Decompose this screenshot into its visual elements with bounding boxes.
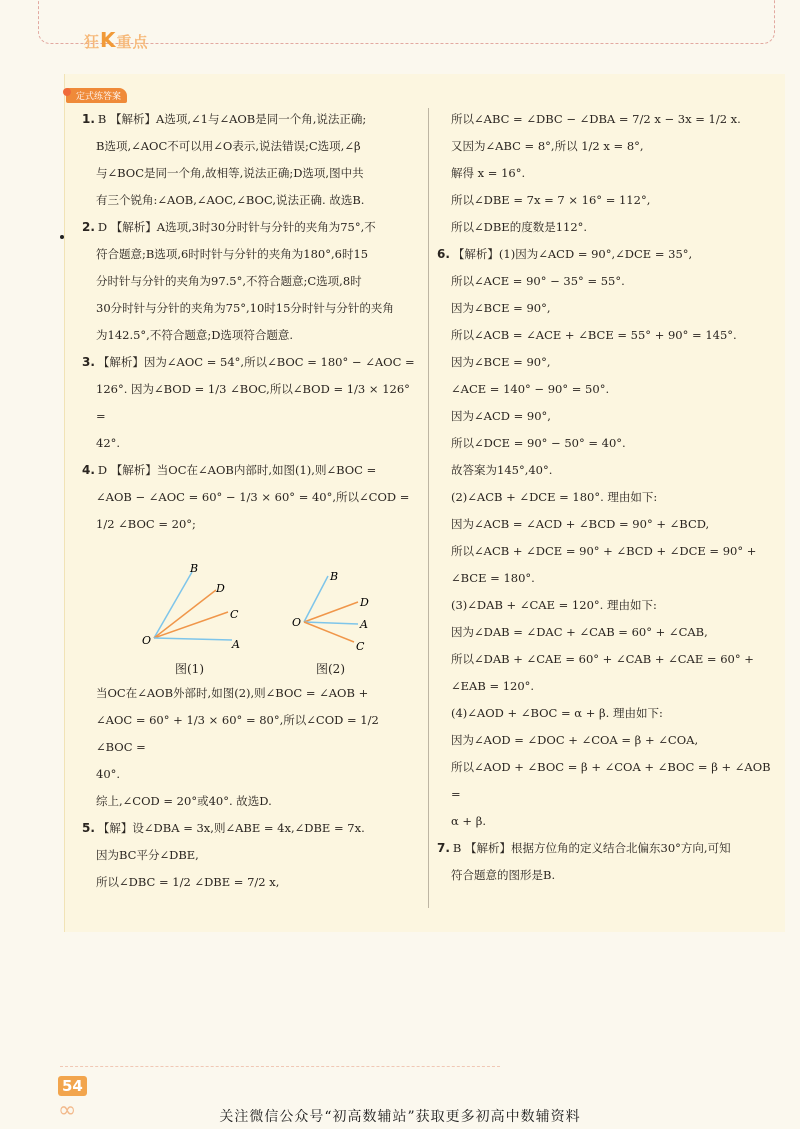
answer-text: 又因为∠ABC = 8°,所以 1/2 x = 8°, xyxy=(451,139,644,153)
answer-text: 【解析】因为∠AOC = 54°,所以∠BOC = 180° − ∠AOC = xyxy=(97,355,415,369)
answer-text: 因为∠ACB = ∠ACD + ∠BCD = 90° + ∠BCD, xyxy=(451,517,710,531)
answer-line xyxy=(82,349,418,376)
answer-line xyxy=(82,106,418,133)
label-b: B xyxy=(190,562,199,575)
answer-line xyxy=(437,349,775,376)
answer-text: 所以∠DBE的度数是112°. xyxy=(451,220,588,234)
figure-2-caption: 图(2) xyxy=(316,662,345,676)
left-column xyxy=(82,106,418,538)
answer-line xyxy=(437,862,775,889)
answer-text: 42°. xyxy=(96,436,121,450)
answer-text: B选项,∠AOC不可以用∠O表示,说法错误;C选项,∠β xyxy=(96,139,361,153)
answer-line xyxy=(437,727,775,754)
answer-line xyxy=(82,322,418,349)
answer-text: 因为∠DAB = ∠DAC + ∠CAB = 60° + ∠CAB, xyxy=(451,625,708,639)
answer-line xyxy=(437,511,775,538)
brand-text-k: K xyxy=(100,28,117,52)
answer-text: 当OC在∠AOB外部时,如图(2),则∠BOC = ∠AOB + xyxy=(96,686,369,700)
answer-line xyxy=(437,268,775,295)
answer-text: ∠EAB = 120°. xyxy=(451,679,535,693)
answer-line xyxy=(437,835,775,862)
answer-text: 与∠BOC是同一个角,故相等,说法正确;D选项,图中共 xyxy=(96,166,364,180)
answer-text: 所以∠ACB + ∠DCE = 90° + ∠BCD + ∠DCE = 90° + xyxy=(451,544,757,558)
answer-line xyxy=(82,869,418,896)
answer-line xyxy=(437,106,775,133)
ray-oc xyxy=(154,612,228,638)
answer-line xyxy=(437,403,775,430)
answer-text: ∠AOC = 60° + 1/3 × 60° = 80°,所以∠COD = 1/2 ∠BOC = xyxy=(96,713,379,754)
answer-line xyxy=(437,538,775,565)
answer-text: 分时针与分针的夹角为97.5°,不符合题意;C选项,8时 xyxy=(96,274,362,288)
answer-line xyxy=(437,241,775,268)
answer-line xyxy=(82,842,418,869)
answer-text: 【解析】(1)因为∠ACD = 90°,∠DCE = 35°, xyxy=(452,247,693,261)
column-divider xyxy=(428,108,429,908)
page-number: 54 xyxy=(58,1076,87,1096)
answer-text: 所以∠DAB + ∠CAE = 60° + ∠CAB + ∠CAE = 60° + xyxy=(451,652,754,666)
answer-line xyxy=(437,214,775,241)
answer-text: 为142.5°,不符合题意;D选项符合题意. xyxy=(96,328,294,342)
label-d: D xyxy=(216,582,225,595)
section-tag: 定式练答案 xyxy=(66,88,127,103)
answer-text: 40°. xyxy=(96,767,121,781)
label-d: D xyxy=(360,596,369,609)
answer-line xyxy=(437,808,775,835)
answer-text: 因为BC平分∠DBE, xyxy=(96,848,199,862)
answer-line xyxy=(82,187,418,214)
brand-text-b: 重点 xyxy=(116,33,149,51)
answer-line xyxy=(82,707,418,761)
answer-text: 所以∠ABC = ∠DBC − ∠DBA = 7/2 x − 3x = 1/2 x. xyxy=(451,112,741,126)
answer-line xyxy=(437,565,775,592)
answer-text: 所以∠DBE = 7x = 7 × 16° = 112°, xyxy=(451,193,651,207)
footer-note: 关注微信公众号“初高数辅站”获取更多初高中数辅资料 xyxy=(219,1109,581,1125)
label-b: B xyxy=(330,570,339,583)
answer-text: ∠AOB − ∠AOC = 60° − 1/3 × 60° = 40°,所以∠COD = xyxy=(96,490,410,504)
answer-line xyxy=(437,376,775,403)
answer-text: 126°. 因为∠BOD = 1/3 ∠BOC,所以∠BOD = 1/3 × 126° = xyxy=(96,382,410,423)
label-o: O xyxy=(292,616,302,629)
ray-ob xyxy=(154,572,192,638)
answer-text: B 【解析】根据方位角的定义结合北偏东30°方向,可知 xyxy=(452,841,731,855)
answer-line xyxy=(82,214,418,241)
answer-text: 解得 x = 16°. xyxy=(451,166,526,180)
ray-oa xyxy=(304,622,358,624)
answer-text: 所以∠ACE = 90° − 35° = 55°. xyxy=(451,274,625,288)
answer-text: 所以∠AOD + ∠BOC = β + ∠COA + ∠BOC = β + ∠AOB = xyxy=(451,760,771,801)
answer-text: (4)∠AOD + ∠BOC = α + β. 理由如下: xyxy=(451,706,663,720)
answer-line xyxy=(437,484,775,511)
answer-text: 所以∠DCE = 90° − 50° = 40°. xyxy=(451,436,626,450)
answer-text: (3)∠DAB + ∠CAE = 120°. 理由如下: xyxy=(451,598,657,612)
answer-line xyxy=(437,322,775,349)
infinity-icon: ∞ xyxy=(58,1098,77,1123)
answer-text: 因为∠AOD = ∠DOC + ∠COA = β + ∠COA, xyxy=(451,733,699,747)
answer-line xyxy=(82,761,418,788)
answer-text: ∠BCE = 180°. xyxy=(451,571,535,585)
answer-text: 综上,∠COD = 20°或40°. 故选D. xyxy=(96,794,272,808)
answer-text: 有三个锐角:∠AOB,∠AOC,∠BOC,说法正确. 故选B. xyxy=(96,193,365,207)
answer-line xyxy=(437,673,775,700)
answer-text: 所以∠DBC = 1/2 ∠DBE = 7/2 x, xyxy=(96,875,280,889)
question-number: 1. xyxy=(82,112,95,126)
answer-text: (2)∠ACB + ∠DCE = 180°. 理由如下: xyxy=(451,490,658,504)
answer-line xyxy=(82,430,418,457)
answer-text: 因为∠BCE = 90°, xyxy=(451,355,551,369)
right-column xyxy=(437,106,775,889)
footer-dashed-rule xyxy=(60,1066,500,1067)
label-o: O xyxy=(142,634,152,647)
answer-line xyxy=(82,511,418,538)
answer-line xyxy=(82,680,418,707)
answer-line xyxy=(82,295,418,322)
answer-line xyxy=(437,457,775,484)
answer-line xyxy=(437,133,775,160)
question-number: 7. xyxy=(437,841,450,855)
figure-1 xyxy=(140,562,260,662)
question-number: 6. xyxy=(437,247,450,261)
answer-text: ∠ACE = 140° − 90° = 50°. xyxy=(451,382,610,396)
answer-line xyxy=(437,754,775,808)
answer-line xyxy=(82,160,418,187)
answer-text: 30分时针与分针的夹角为75°,10时15分时针与分针的夹角 xyxy=(96,301,394,315)
answer-line xyxy=(437,700,775,727)
question-number: 3. xyxy=(82,355,95,369)
answer-text: 符合题意的图形是B. xyxy=(451,868,556,882)
answer-line xyxy=(437,619,775,646)
answer-line xyxy=(82,241,418,268)
answer-text: 故答案为145°,40°. xyxy=(451,463,553,477)
answer-text: 符合题意;B选项,6时时针与分针的夹角为180°,6时15 xyxy=(96,247,369,261)
answer-line xyxy=(437,295,775,322)
question-number: 2. xyxy=(82,220,95,234)
question-number: 4. xyxy=(82,463,95,477)
figure-2 xyxy=(288,566,388,662)
label-a: A xyxy=(232,638,240,651)
answer-line xyxy=(437,430,775,457)
answer-line xyxy=(82,457,418,484)
left-column-continued xyxy=(82,680,418,896)
answer-text: 1/2 ∠BOC = 20°; xyxy=(96,517,196,531)
answer-text: D 【解析】A选项,3时30分时针与分针的夹角为75°,不 xyxy=(97,220,376,234)
answer-line xyxy=(82,484,418,511)
ray-oc xyxy=(304,622,354,642)
label-c: C xyxy=(230,608,239,621)
answer-text: 所以∠ACB = ∠ACE + ∠BCE = 55° + 90° = 145°. xyxy=(451,328,737,342)
brand-text-a: 狂 xyxy=(84,33,101,51)
header-frame xyxy=(38,0,775,44)
answer-text: 因为∠ACD = 90°, xyxy=(451,409,551,423)
brand-logo xyxy=(84,28,149,52)
answer-line xyxy=(82,376,418,430)
ray-od xyxy=(154,590,216,638)
answer-line xyxy=(437,160,775,187)
answer-line xyxy=(82,788,418,815)
question-number: 5. xyxy=(82,821,95,835)
answer-text: D 【解析】当OC在∠AOB内部时,如图(1),则∠BOC = xyxy=(97,463,377,477)
answer-line xyxy=(82,815,418,842)
answer-text: B 【解析】A选项,∠1与∠AOB是同一个角,说法正确; xyxy=(97,112,367,126)
answer-text: 因为∠BCE = 90°, xyxy=(451,301,551,315)
answer-line xyxy=(437,592,775,619)
figure-1-caption: 图(1) xyxy=(175,662,204,676)
answer-line xyxy=(82,133,418,160)
label-c: C xyxy=(356,640,365,653)
answer-line xyxy=(437,187,775,214)
label-a: A xyxy=(360,618,368,631)
margin-dot xyxy=(60,235,64,239)
answer-line xyxy=(82,268,418,295)
answer-text: 【解】设∠DBA = 3x,则∠ABE = 4x,∠DBE = 7x. xyxy=(97,821,365,835)
answer-line xyxy=(437,646,775,673)
ray-oa xyxy=(154,638,232,640)
answer-text: α + β. xyxy=(451,814,487,828)
